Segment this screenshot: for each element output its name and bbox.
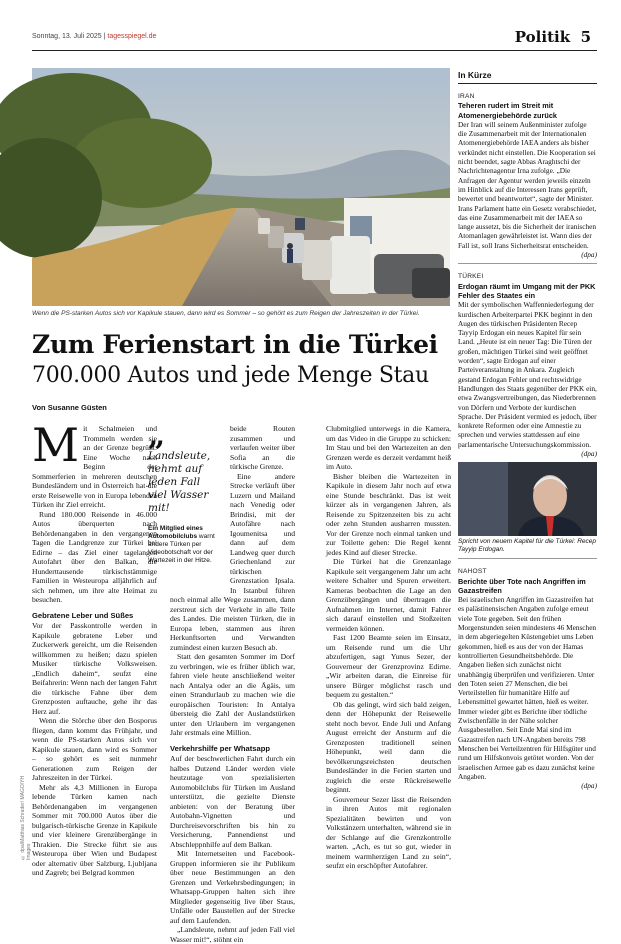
brief-text: Der Iran will seinem Außenminister zufolge die Zusammenarbeit mit der Internationalen Atomenergiebehörde IAEA anders als bisher verkündet nicht einstellen. Die Kooperation sei nicht beendet, sagte Abbas Araghtschi der Nachrichtenagentur Irna zufolge. „Die Anfragen der Agentur werden jeweils einzeln im Hinblick auf die Interessen Irans geprüft, bewertet und beantwortet“, sagte der Minister. Irans Parlament hatte ein Gesetz verabschiedet, das eine Zusammenarbeit mit der IAEA so lange aussetzt, bis die Sicherheit der iranischen Atomanlagen gewährleistet ist. Wann dies der Fall ist, soll Irans Sicherheitsrat entscheiden. xyxy=(458,119,597,250)
portrait-caption: Spricht von neuem Kapitel für die Türkei: Recep Tayyip Erdogan. xyxy=(458,538,597,554)
lead-text: it Schalmeien und Trommeln werden sie an der Grenze begrüßt: Eine Woche nach Beginn der Sommerferien in mehreren deutschen Bundesländern und in Österreich hat die erste Reisewelle von in Europa lebenden Türken ihr Ziel erreicht. xyxy=(32,424,157,509)
brief-text: Mit der symbolischen Waffenniederlegung der kurdischen Arbeiterpartei PKK beginnt in den Augen des türkischen Präsidenten Recep Tayyip Erdogan ein neues Kapitel für sein Land. „Heute ist ein neuer Tag: Die Türen der großen, mächtigen Türkei sind weit geöffnet worden“, sagte Erdogan auf einer Parteiveranstaltung in Ankara. Zugleich gestand Erdogan Fehler und rechtswidrige Handlungen des Staats gegenüber der PKK ein, etwa Zwangsvertreibungen, das Niederbrennen von Dörfern und Verbote der kurdischen Sprache. Der Präsident vermied es jedoch, über konkrete Reformen oder eine Amnestie zu sprechen und verwies stattdessen auf eine parlamentarische Untersuchungskommission. xyxy=(458,300,597,449)
body-paragraph: Eine andere Strecke verläuft über Luzern und Mailand nach Venedig oder Brindisi, mit der Autofähre nach Igoumenitsa und dann auf dem Landweg quer durch Griechenland zur türkischen Grenzstation Ipsala. In Istanbul führen noch einmal alle Wege zusammen, dann zerstreut sich der Verkehr in alle Teile des Landes. Die meisten Türken, die in Europa leben, stammen aus ihren Herkunftsorten und Verwandten zumindest einen kurzen Besuch ab. xyxy=(170,471,295,652)
body-paragraph: Gouverneur Sezer lässt die Reisenden in ihren Autos mit regionalen Spezialitäten bewirten und von Volkstänzern unterhalten, während sie in der Schlange auf die Grenzkontrolle warten. „Ach, es tut so gut, wieder in meinem warmherzigen Land zu sein“, seufzt ein erschöpfter Autofahrer. xyxy=(326,794,451,870)
publication-name: tagesspiegel.de xyxy=(107,33,157,40)
byline: Von Susanne Güsten xyxy=(32,403,107,412)
brief-item-iran xyxy=(458,92,597,259)
body-paragraph: Clubmitglied unterwegs in die Kamera, um das Video in die Gruppe zu schicken: Im Stau und bei den Wartezeiten an den Grenzen werde es derzeit verdammt heiß im Auto. xyxy=(326,424,451,471)
traffic-jam-photo xyxy=(32,68,450,306)
brief-item-nahost xyxy=(458,567,597,790)
header-date-line: Sonntag, 13. Juli 2025 | tagesspiegel.de xyxy=(32,33,157,40)
body-paragraph: Mit Internetseiten und Facebook-Gruppen informieren sie ihr Publikum über neue Bestimmungen an den Grenzen und Verkehrsbedingungen; in Whatsapp-Gruppen halten sich ihre Mitglieder gegenseitig live über Staus, Unfälle oder Baustellen auf der Strecke auf dem Laufenden. xyxy=(170,849,295,925)
news-in-brief-sidebar xyxy=(458,70,597,790)
brief-kicker: NAHOST xyxy=(458,568,487,576)
body-paragraph: Wenn die Störche über den Bosporus fliegen, dann kommt das Frühjahr, und wenn die PS-starken Autos sich vor Kapikule stauen, dann wird es Sommer – so gehört es seit nunmehr Generationen zum Reigen der Jahreszeiten in der Türkei. xyxy=(32,716,157,782)
page-number: 5 xyxy=(580,28,591,46)
brief-source: (dpa) xyxy=(581,250,597,260)
pull-quote xyxy=(148,418,222,565)
header-rule xyxy=(32,50,597,51)
issue-date: Sonntag, 13. Juli 2025 xyxy=(32,33,102,40)
subheading: Verkehrshilfe per Whatsapp xyxy=(170,743,271,753)
body-paragraph: Die Türkei hat die Grenzanlage Kapikule seit vergangenem Jahr um acht weitere Schalter und Spuren erweitert. Kameras beobachten die Lage an den Grenzübergängen und übertragen die Aufnahmen im Internet, damit Fahrer sich darauf einstellen und Stoßzeiten vermeiden können. xyxy=(326,557,451,633)
lead-photo xyxy=(32,68,450,306)
page-header xyxy=(32,28,597,50)
photo-caption: Wenn die PS-starken Autos sich vor Kapikule stauen, dann wird es Sommer – so gehört es zum Reigen der Jahreszeiten in der Türkei. xyxy=(32,310,420,317)
subheading: Gebratene Leber und Süßes xyxy=(32,610,134,620)
body-paragraph: beide Routen zusammen und verlaufen weiter über Sofia an die türkische Grenze. xyxy=(230,424,295,471)
article-column-1 xyxy=(32,418,157,878)
quote-text: Landsleute, nehmt auf jeden Fall viel Wasser mit! xyxy=(148,450,211,514)
portrait-image xyxy=(458,462,597,536)
sidebar-title: In Kürze xyxy=(458,70,597,84)
body-paragraph: „Landsleute, nehmt auf jeden Fall viel Wasser mit!“, stöhnt ein xyxy=(170,925,295,944)
section-name: Politik xyxy=(514,28,571,46)
lead-paragraph xyxy=(32,418,157,510)
body-paragraph: Mehr als 4,3 Millionen in Europa lebende Türken kamen nach Behördenangaben im vergangenen Sommer mit 700.000 Autos über die bulgarisch-türkische Grenze in Kapikule und vier kleinere Grenzübergänge in Thrakien. Die Strecke führt sie aus Westeuropa über Wien und Budapest oder alternativ über Salzburg, Ljubljana und Zagreb; bei Belgrad kommen xyxy=(32,782,157,877)
quote-source xyxy=(148,525,222,565)
headline: Zum Ferienstart in die Türkei xyxy=(32,330,438,359)
brief-source: (dpa) xyxy=(581,448,597,458)
brief-divider xyxy=(458,263,597,264)
body-paragraph: Vor der Passkontrolle werden in Kapikule gebratene Leber und Zuckerwerk gereicht, um die Reisenden willkommen zu heißen; dazu spielen Musiker türkische Volksweisen. „Endlich daheim“, seufzt eine Beifahrerin: Wenn nach der langen Fahrt die türkische Fahne über dem Grenzposten auftauche, gehe ihr das Herz auf. xyxy=(32,621,157,716)
brief-title: Erdogan räumt im Umgang mit der PKK Fehler des Staates ein xyxy=(458,281,596,300)
subheadline: 700.000 Autos und jede Menge Stau xyxy=(32,363,429,388)
article-headline-block xyxy=(32,330,452,390)
body-paragraph: Bisher bleiben die Wartezeiten in Kapikule in diesem Jahr noch auf etwa eine Stunde beschränkt. Das ist weit kürzer als in vergangenen Jahren, als Reisende zu Spitzenzeiten bis zu acht oder zehn Stunden ausharren mussten. Vor der Grenze noch einmal tanken und zur Toilette gehen: Die Regel kennt jedes Kind auf dieser Strecke. xyxy=(326,471,451,557)
quote-source-rest: warnt andere Türken per Videobotschaft vor der Wartezeit in der Hitze. xyxy=(148,533,215,564)
brief-title: Teheren rudert im Streit mit Atomenergiebehörde zurück xyxy=(458,101,557,120)
brief-kicker: IRAN xyxy=(458,93,475,100)
quote-source-bold: Ein Mitglied eines Automobilclubs xyxy=(148,525,203,540)
body-paragraph: Rund 180.000 Reisende in 46.000 Autos überquerten nach Behördenangaben in den vergangenen Tagen die Landgrenze zur Türkei bei Edirne – das Ziel einer tagelangen Autofahrt über den Balkan, die Hunderttausende türkischstämmige Familien in Westeuropa alljährlich auf sich nehmen, um ihre alte Heimat zu besuchen. xyxy=(32,509,157,604)
dropcap: M xyxy=(32,418,80,472)
brief-text: Bei israelischen Angriffen im Gazastreifen hat es palästinensischen Angaben zufolge erneut viele Tote gegeben. Seit den frühen Morgenstunden seien mindestens 46 Menschen in dem abgeriegelten Küstengebiet ums Leben gekommen, hieß es aus der von der Hamas kontrollierten Gesundheitsbehörde. Die Angaben ließen sich zunächst nicht unabhängig überprüfen und verifizieren. Unter den Toten seien 27 Menschen, die bei Verteilstellen für humanitäre Hilfe auf Lebensmittel gewartet hätten, hieß es weiter. Immer wieder gibt es Berichte über tödliche Zwischenfälle in der Nähe solcher Ausgabestellen. Seit Ende Mai sind im Gazastreifen nach UN-Angaben bereits 798 Menschen bei Verteilzentren für Hilfsgüter und rund um Hilfskonvois getötet worden. Von der israelischen Armee gab es dazu zunächst keine Angaben. xyxy=(458,595,597,781)
brief-divider xyxy=(458,558,597,559)
section-label xyxy=(515,28,591,46)
quote-mark: „ xyxy=(148,418,166,453)
brief-title: Berichte über Tote nach Angriffen im Gazastreifen xyxy=(458,576,586,595)
photo-credit: © dpa/Matthias Schrader/ MAGO/YH Images xyxy=(20,775,32,860)
body-paragraph: Statt den gesamten Sommer im Dorf zu verbringen, wie es früher üblich war, fahren viele heute anschließend weiter nach Antalya oder an die Ägäis, um einen Strandurlaub zu machen wie die europäischen Touristen: In Antalya übersteig die Zahl der Auslandstürken unter den Urlaubern im vergangenen Jahr erstmals eine Million. xyxy=(170,652,295,737)
erdogan-portrait-photo xyxy=(458,462,597,536)
body-paragraph: Ob das gelingt, wird sich bald zeigen, denn der Höhepunkt der Reisewelle steht noch bevor. Ende Juli und Anfang August erreicht der Ansturm auf die Grenzposten traditionell seinen Höhepunkt, weil dann die bevölkerungsreichsten deutschen Bundesländer in die Ferien starten und zugleich die erste Rückreisewelle beginnt. xyxy=(326,699,451,794)
article-column-3 xyxy=(326,424,451,871)
body-paragraph: Fast 1200 Beamte seien im Einsatz, um Reisende rund um die Uhr abzufertigen, sagt Yunus Sezer, der Gouverneur der Grenzprovinz Edirne. „Wir arbeiten daran, die Einreise für unsere Bürger möglichst rasch und bequem zu gestalten.“ xyxy=(326,633,451,699)
brief-item-tuerkei xyxy=(458,272,597,554)
brief-kicker: TÜRKEI xyxy=(458,273,484,281)
brief-source: (dpa) xyxy=(581,781,597,791)
body-paragraph: Auf der beschwerlichen Fahrt durch ein halbes Dutzend Länder werden viele heutzutage von spezialisierten Automobilclubs für Türken im Ausland unterstützt, die gezielte Dienste anbieten: von der Beratung über Autobahn-Vignetten und Durchreisevorschriften bis hin zu Versicherung, Pannendienst und Abschleppnhilfe auf dem Balkan. xyxy=(170,754,295,849)
